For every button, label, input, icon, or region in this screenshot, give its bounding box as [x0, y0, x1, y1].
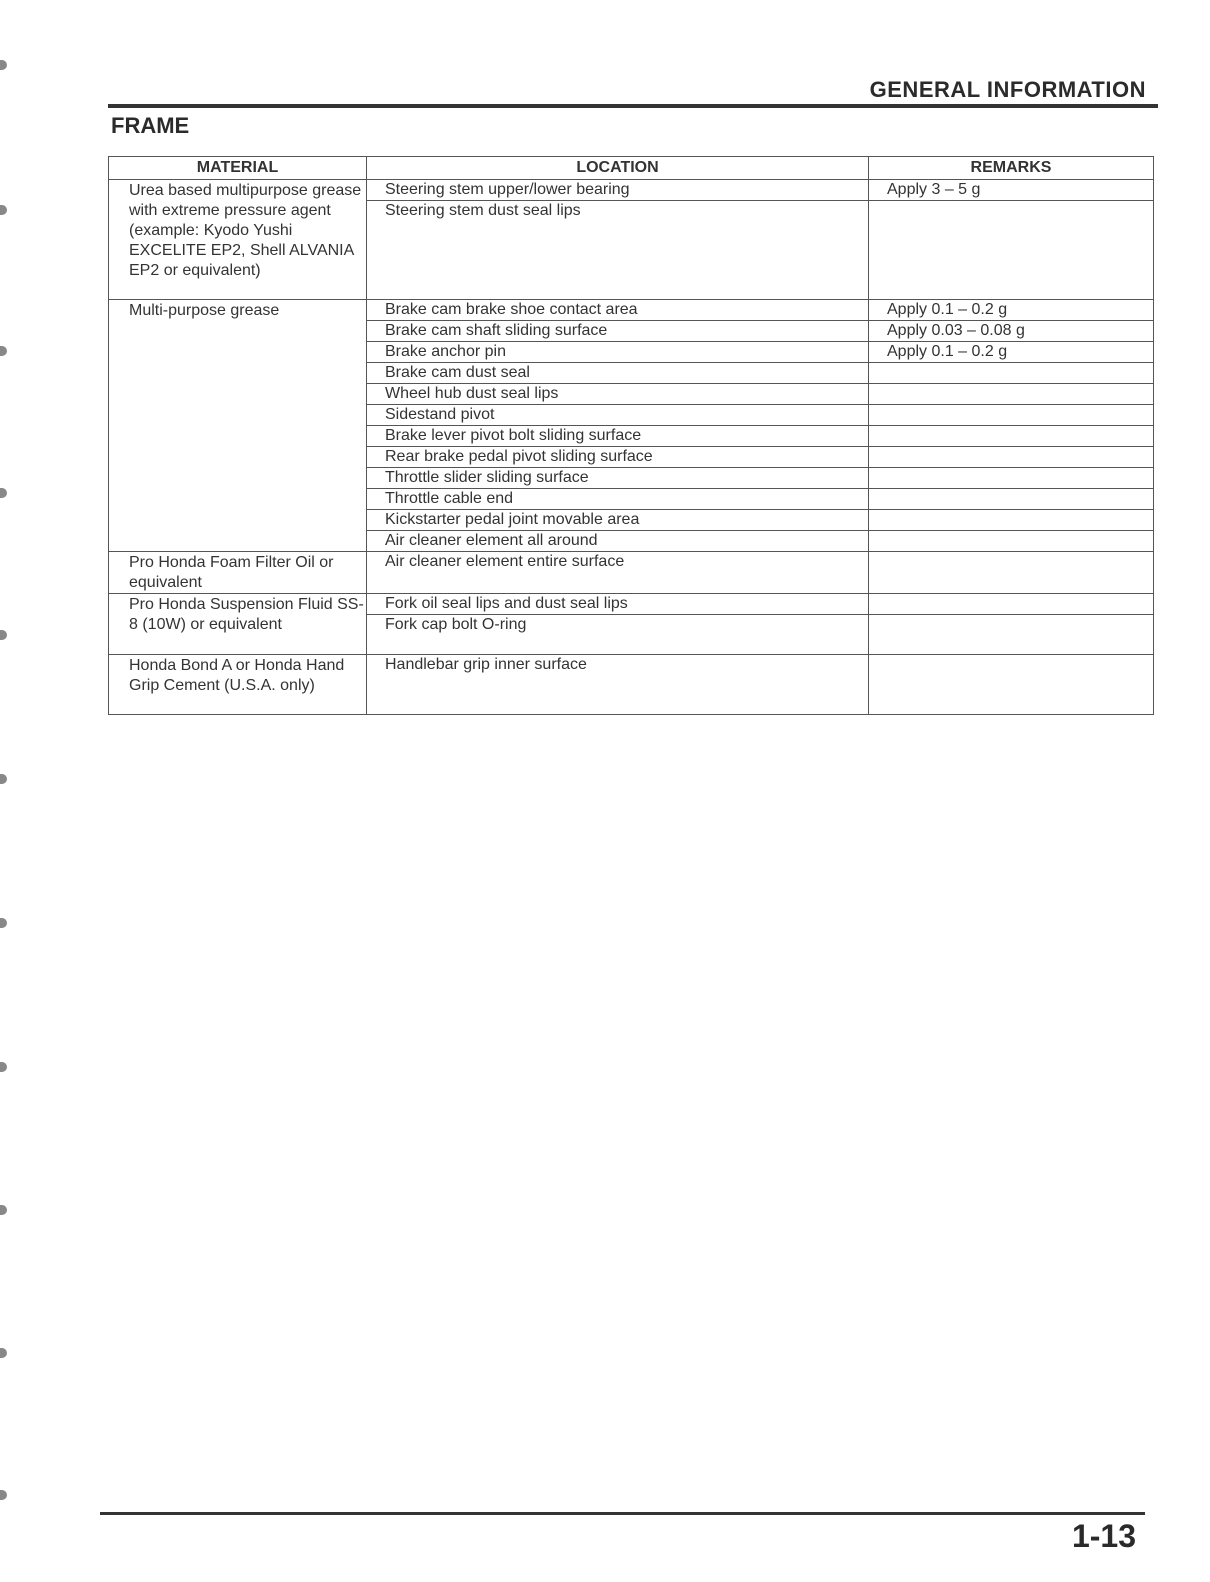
table-row — [109, 655, 1154, 715]
remarks-cell: Apply 0.1 – 0.2 g — [869, 300, 1154, 321]
material-cell: Multi-purpose grease — [109, 300, 367, 552]
remarks-cell — [869, 384, 1154, 405]
binder-mark — [0, 1490, 7, 1500]
location-cell: Brake cam shaft sliding surface — [367, 321, 869, 342]
binder-mark — [0, 774, 7, 784]
remarks-cell — [869, 405, 1154, 426]
remarks-cell — [869, 489, 1154, 510]
remarks-cell — [869, 468, 1154, 489]
remarks-cell — [869, 531, 1154, 552]
remarks-cell — [869, 510, 1154, 531]
remarks-cell — [869, 363, 1154, 384]
location-cell: Brake cam brake shoe contact area — [367, 300, 869, 321]
remarks-cell: Apply 0.1 – 0.2 g — [869, 342, 1154, 363]
remarks-cell — [869, 615, 1154, 655]
binder-mark — [0, 1348, 7, 1358]
table-header-row — [109, 157, 1154, 180]
location-cell: Throttle slider sliding surface — [367, 468, 869, 489]
binder-mark — [0, 918, 7, 928]
table-row — [109, 180, 1154, 201]
binder-mark — [0, 1205, 7, 1215]
location-cell: Handlebar grip inner surface — [367, 655, 869, 715]
location-cell: Fork cap bolt O-ring — [367, 615, 869, 655]
location-cell: Sidestand pivot — [367, 405, 869, 426]
binder-mark — [0, 60, 7, 70]
material-cell: Urea based multipurpose grease with extreme pressure agent (example: Kyodo Yushi EXCELITE EP2, Shell ALVANIA EP2 or equivalent) — [109, 180, 367, 300]
footer-rule — [100, 1512, 1145, 1515]
column-header-material: MATERIAL — [109, 157, 367, 180]
material-cell: Pro Honda Foam Filter Oil or equivalent — [109, 552, 367, 594]
binder-mark — [0, 205, 7, 215]
page-number: 1-13 — [1071, 1518, 1136, 1554]
location-cell: Kickstarter pedal joint movable area — [367, 510, 869, 531]
material-cell: Honda Bond A or Honda Hand Grip Cement (U.S.A. only) — [109, 655, 367, 715]
location-cell: Steering stem upper/lower bearing — [367, 180, 869, 201]
location-cell: Air cleaner element entire surface — [367, 552, 869, 594]
remarks-cell — [869, 552, 1154, 594]
table-row — [109, 594, 1154, 615]
remarks-cell — [869, 594, 1154, 615]
location-cell: Brake lever pivot bolt sliding surface — [367, 426, 869, 447]
remarks-cell: Apply 3 – 5 g — [869, 180, 1154, 201]
remarks-cell — [869, 426, 1154, 447]
binder-mark — [0, 346, 7, 356]
location-cell: Wheel hub dust seal lips — [367, 384, 869, 405]
location-cell: Rear brake pedal pivot sliding surface — [367, 447, 869, 468]
location-cell: Fork oil seal lips and dust seal lips — [367, 594, 869, 615]
location-cell: Brake cam dust seal — [367, 363, 869, 384]
location-cell: Steering stem dust seal lips — [367, 201, 869, 300]
header-rule — [108, 104, 1158, 108]
chapter-title: GENERAL INFORMATION — [869, 77, 1146, 102]
location-cell: Brake anchor pin — [367, 342, 869, 363]
binder-mark — [0, 488, 7, 498]
binder-mark — [0, 630, 7, 640]
binder-mark — [0, 1062, 7, 1072]
lubrication-table — [108, 156, 1154, 715]
location-cell: Throttle cable end — [367, 489, 869, 510]
material-cell: Pro Honda Suspension Fluid SS-8 (10W) or equivalent — [109, 594, 367, 655]
section-title: FRAME — [111, 113, 190, 138]
remarks-cell — [869, 201, 1154, 300]
column-header-location: LOCATION — [367, 157, 869, 180]
location-cell: Air cleaner element all around — [367, 531, 869, 552]
remarks-cell — [869, 655, 1154, 715]
remarks-cell: Apply 0.03 – 0.08 g — [869, 321, 1154, 342]
table-row — [109, 552, 1154, 594]
column-header-remarks: REMARKS — [869, 157, 1154, 180]
remarks-cell — [869, 447, 1154, 468]
table-row — [109, 300, 1154, 321]
table-body — [109, 180, 1154, 715]
